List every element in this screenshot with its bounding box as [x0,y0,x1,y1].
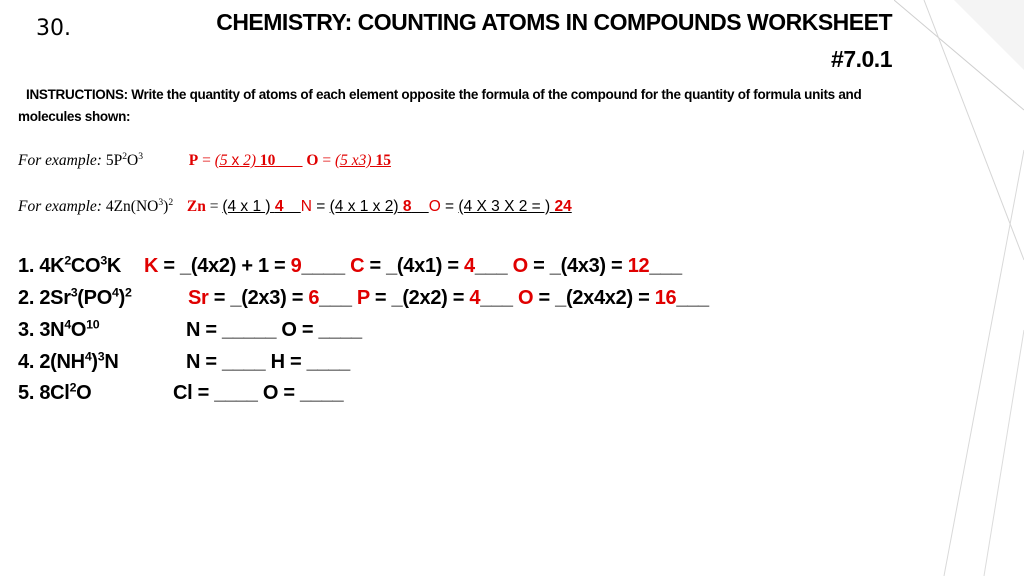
example-1-formula: $5P^2O^3$ [105,150,143,169]
example-2 [18,198,572,216]
problem-3-answer: N = _____ O = ____ [186,319,362,341]
worksheet-number: #7.0.1 [831,46,892,72]
example-1-intro: For example: [18,152,102,169]
example-2-answer-o: O = (4 X 3 X 2 = ) 24 [428,198,572,215]
problem-4-answer: N = ____ H = ____ [186,351,350,373]
problem-5-formula: 5. 8Cl$^2$O [18,380,92,404]
problem-1-answer: K = _(4x2) + 1 = 9____ C = _(4x1) = 4___ O = _(4x3) = 12___ [144,255,682,277]
instructions-label: INSTRUCTIONS: [26,87,128,102]
problem-5-answer: Cl = ____ O = ____ [173,382,344,404]
instructions [18,84,1018,128]
slide-number: 30. [36,16,71,41]
example-2-answer-n: N = (4 x 1 x 2) 8 [300,198,412,215]
example-2-intro: For example: [18,198,102,215]
worksheet-title: CHEMISTRY: COUNTING ATOMS IN COMPOUNDS WORKSHEET [216,9,892,35]
problem-4-formula: 4. $2(NH^4)^3N$ [18,349,119,373]
problem-1-formula: 1. $4K^2CO^3K$ [18,253,122,277]
instructions-text-2: molecules shown: [18,109,131,124]
example-1 [18,152,391,170]
problem-3-formula: 3. $3N^4O^{10}$ [18,317,100,341]
problem-2-formula: 2. $2Sr^3(PO^4)^2$ [18,285,132,309]
problem-2-answer: Sr = _(2x3) = 6___ P = _(2x2) = 4___ O = _(2x4x2) = 16___ [188,287,709,309]
example-2-answer-zn: Zn = (4 x 1 ) 4 [186,198,284,215]
example-2-formula: $4Zn(NO^3)^2$ [105,196,174,215]
example-1-answer-o: O = (5 x3) 15 [306,152,391,169]
example-1-answer-p: P = (5 x 2) 10 [188,152,276,169]
instructions-text-1: Write the quantity of atoms of each element opposite the formula of the compound for the quantity of formula units and [127,87,862,102]
